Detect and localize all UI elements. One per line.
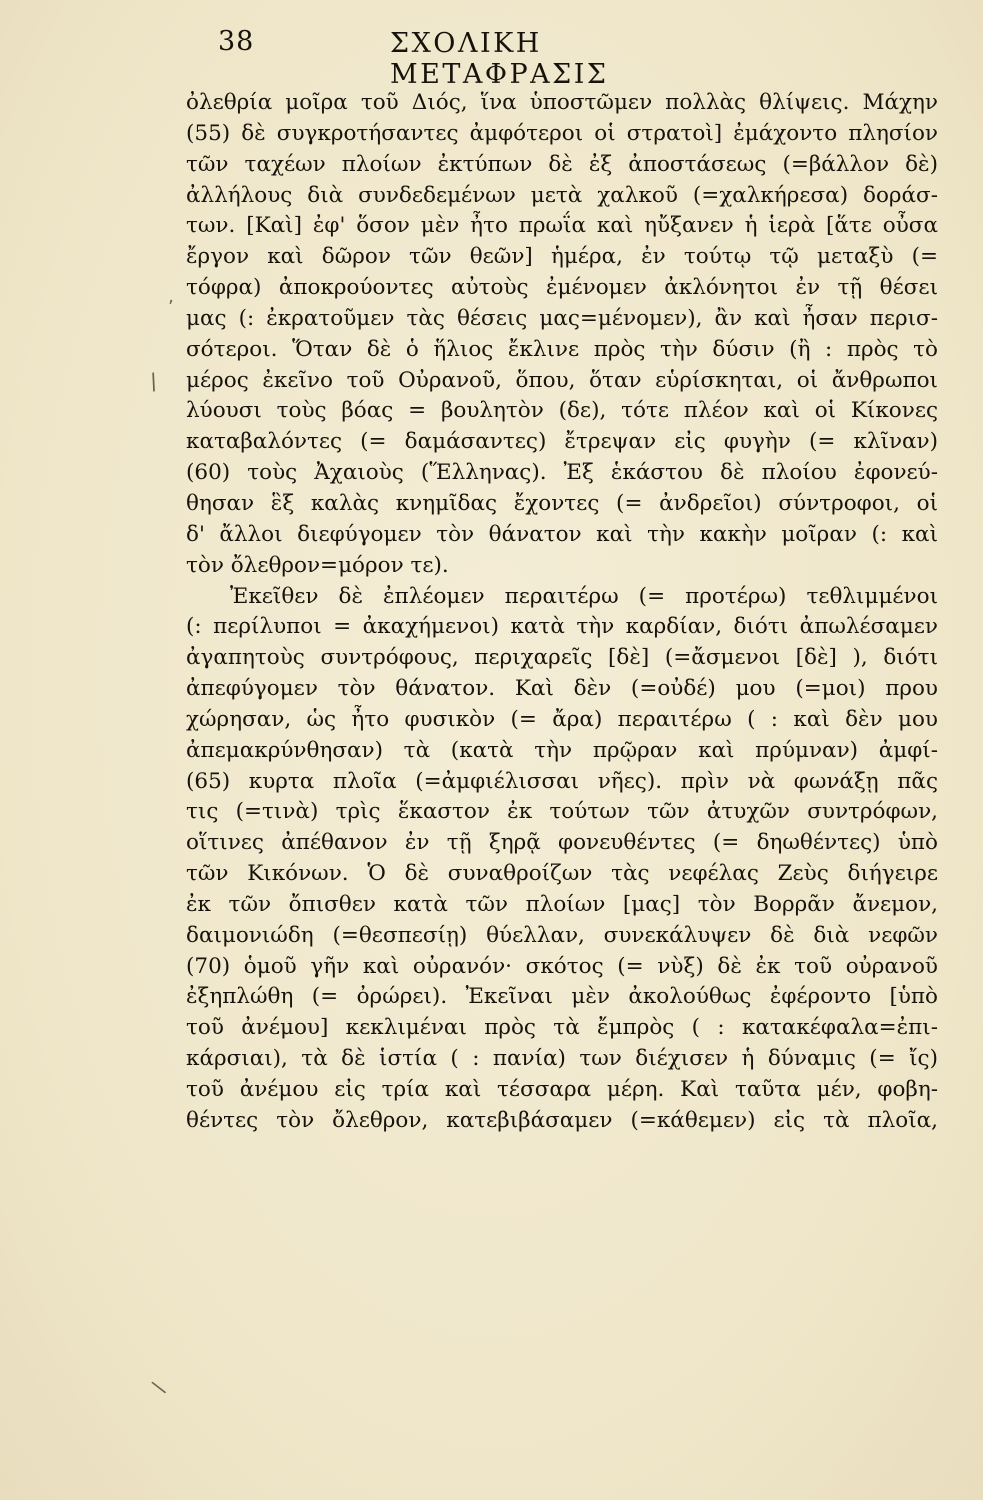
text-line: τῶν ταχέων πλοίων ἐκτύπων δὲ ἐξ ἀποστάσεως (=βάλλον δὲ) <box>186 151 938 177</box>
margin-mark-tick: ʼ <box>168 297 174 318</box>
page-header <box>218 26 758 90</box>
text-line: λύουσι τοὺς βόας = βουλητὸν (δε), τότε πλέον καὶ οἱ Κίκονες <box>186 398 938 424</box>
text-line: σότεροι. Ὅταν δὲ ὁ ἥλιος ἔκλινε πρὸς τὴν δύσιν (ἢ : πρὸς τὸ <box>186 336 938 362</box>
text-line: τῶν Κικόνων. Ὁ δὲ συναθροίζων τὰς νεφέλας Ζεὺς διήγειρε <box>186 861 938 887</box>
running-title: ΣΧΟΛΙΚΗ ΜΕΤΑΦΡΑΣΙΣ <box>390 28 609 90</box>
text-line: ἀγαπητοὺς συντρόφους, περιχαρεῖς [δὲ] (=ἄσμενοι [δὲ] ), διότι <box>186 645 938 671</box>
text-line: (55) δὲ συγκροτήσαντες ἀμφότεροι οἱ στρατοὶ] ἐμάχοντο πλησίον <box>186 120 938 146</box>
text-line: οἵτινες ἀπέθανον ἐν τῇ ξηρᾷ φονευθέντες (= δηωθέντες) ὑπὸ <box>186 830 938 856</box>
text-line: ἀπεμακρύνθησαν) τὰ (κατὰ τὴν πρῷραν καὶ πρύμναν) ἀμφί- <box>186 737 938 763</box>
text-line: τοῦ ἀνέμου] κεκλιμέναι πρὸς τὰ ἔμπρὸς ( : κατακέφαλα=ἐπι- <box>186 1015 938 1041</box>
text-line-paragraph-start: Ἐκεῖθεν δὲ ἐπλέομεν περαιτέρω (= προτέρω) τεθλιμμένοι <box>230 583 938 609</box>
text-line: δαιμονιώδη (=θεσπεσίῃ) θύελλαν, συνεκάλυψεν δὲ διὰ νεφῶν <box>186 922 938 948</box>
text-line: ἀπεφύγομεν τὸν θάνατον. Καὶ δὲν (=οὐδέ) μου (=μοι) πρου <box>186 676 938 702</box>
text-line: ὀλεθρία μοῖρα τοῦ Διός, ἵνα ὑποστῶμεν πολλὰς θλίψεις. Μάχην <box>186 90 938 115</box>
text-line: ἐκ τῶν ὄπισθεν κατὰ τῶν πλοίων [μας] τὸν Βορρᾶν ἄνεμον, <box>186 891 938 917</box>
text-line: ἐξηπλώθη (= ὀρώρει). Ἐκεῖναι μὲν ἀκολούθως ἐφέροντο [ὑπὸ <box>186 984 938 1010</box>
text-line: (65) κυρτα πλοῖα (=ἀμφιέλισσαι νῆες). πρὶν νὰ φωνάξῃ πᾶς <box>186 768 938 794</box>
body-text <box>186 88 938 1137</box>
text-line: ἀλλήλους διὰ συνδεδεμένων μετὰ χαλκοῦ (=χαλκήρεσα) δοράσ- <box>186 182 938 208</box>
text-line: χώρησαν, ὡς ἦτο φυσικὸν (= ἄρα) περαιτέρω ( : καὶ δὲν μου <box>186 706 938 732</box>
text-line: θέντες τὸν ὄλεθρον, κατεβιβάσαμεν (=κάθεμεν) εἰς τὰ πλοῖα, <box>186 1107 938 1133</box>
text-line: (: περίλυποι = ἀκαχήμενοι) κατὰ τὴν καρδίαν, διότι ἀπωλέσαμεν <box>186 614 938 640</box>
page-number: 38 <box>218 26 255 57</box>
text-line: καταβαλόντες (= δαμάσαντες) ἔτρεψαν εἰς φυγὴν (= κλῖναν) <box>186 429 938 455</box>
text-line: δ' ἄλλοι διεφύγομεν τὸν θάνατον καὶ τὴν κακὴν μοῖραν (: καὶ <box>186 521 938 547</box>
text-line: μας (: ἐκρατοῦμεν τὰς θέσεις μας=μένομεν), ἂν καὶ ἦσαν περισ- <box>186 305 938 331</box>
text-line: τις (=τινὰ) τρὶς ἕκαστον ἐκ τούτων τῶν ἀτυχῶν συντρόφων, <box>186 799 938 825</box>
text-line-paragraph-end: τὸν ὄλεθρον=μόρον τε). <box>186 552 449 578</box>
text-line: (70) ὁμοῦ γῆν καὶ οὐρανόν· σκότος (= νὺξ) δὲ ἐκ τοῦ οὐρανοῦ <box>186 953 938 979</box>
text-line: κάρσιαι), τὰ δὲ ἱστία ( : πανία) των διέχισεν ἡ δύναμις (= ἴς) <box>186 1046 938 1072</box>
text-line: τόφρα) ἀποκρούοντες αὐτοὺς ἐμένομεν ἀκλόνητοι ἐν τῇ θέσει <box>186 275 938 301</box>
text-line: των. [Καὶ] ἐφ' ὅσον μὲν ἦτο πρωΐα καὶ ηὔξανεν ἡ ἱερὰ [ἅτε οὖσα <box>186 213 938 239</box>
text-line: τοῦ ἀνέμου εἰς τρία καὶ τέσσαρα μέρη. Καὶ ταῦτα μέν, φοβη- <box>186 1077 938 1102</box>
text-line: (60) τοὺς Ἀχαιοὺς (Ἕλληνας). Ἐξ ἑκάστου δὲ πλοίου ἐφονεύ- <box>186 460 938 486</box>
text-line: θησαν ἓξ καλὰς κνημῖδας ἔχοντες (= ἀνδρεῖοι) σύντροφοι, οἱ <box>186 490 938 516</box>
margin-mark-stroke: \ <box>148 1375 169 1399</box>
text-line: μέρος ἐκεῖνο τοῦ Οὐρανοῦ, ὅπου, ὅταν εὑρίσκηται, οἱ ἄνθρωποι <box>186 367 938 393</box>
text-line: ἔργον καὶ δῶρον τῶν θεῶν] ἡμέρα, ἐν τούτῳ τῷ μεταξὺ (= <box>186 244 938 270</box>
margin-mark-slash: / <box>145 369 162 396</box>
